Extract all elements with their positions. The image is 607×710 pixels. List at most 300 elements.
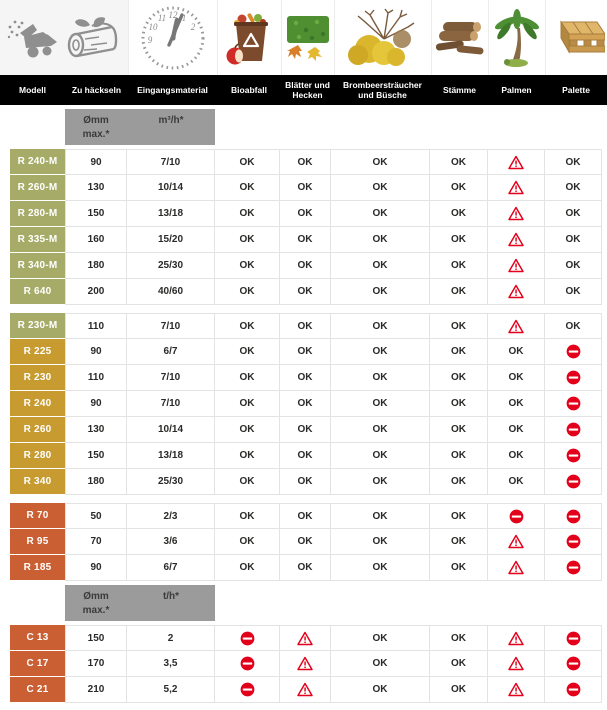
column-header-0 <box>0 75 65 105</box>
icon-header-row <box>0 0 607 75</box>
ok-label: OK <box>239 234 255 245</box>
no-entry-icon <box>566 656 581 671</box>
ok-label: OK <box>372 182 388 193</box>
ok-label: OK <box>372 658 388 669</box>
ok-label: OK <box>451 286 466 297</box>
status-cell-brombeerstraeucher <box>331 625 430 651</box>
status-cell-bioabfall <box>215 365 280 391</box>
throughput-cell <box>127 253 215 279</box>
status-cell-palmen <box>488 227 545 253</box>
warning-triangle-icon <box>508 656 524 671</box>
diameter-value: 170 <box>87 658 105 669</box>
model-group-2 <box>10 503 602 581</box>
status-cell-brombeerstraeucher <box>331 313 430 339</box>
status-cell-brombeerstraeucher <box>331 651 430 677</box>
ok-label: OK <box>451 372 466 383</box>
diameter-cell <box>65 253 127 279</box>
status-cell-staemme <box>430 175 488 201</box>
status-cell-brombeerstraeucher <box>331 253 430 279</box>
diameter-cell <box>65 443 127 469</box>
ok-label: OK <box>372 208 388 219</box>
ok-label: OK <box>451 658 466 669</box>
throughput-value: 7/10 <box>160 398 181 409</box>
model-group-1 <box>10 313 602 495</box>
status-cell-blaetter-hecken <box>280 391 331 417</box>
status-cell-palmen <box>488 443 545 469</box>
table-row <box>10 677 602 703</box>
model-label: R 70 <box>26 510 49 521</box>
column-header-label: Palette <box>562 84 590 95</box>
column-header-label: Brombeersträucher und Büsche <box>343 79 422 100</box>
status-cell-palmen <box>488 651 545 677</box>
model-cell <box>10 503 65 529</box>
ok-label: OK <box>297 536 313 547</box>
table-row <box>10 625 602 651</box>
column-header-8 <box>545 75 607 105</box>
ok-label: OK <box>451 632 466 644</box>
rate-unit-label <box>127 585 215 621</box>
status-cell-palette <box>545 391 602 417</box>
status-cell-bioabfall <box>215 443 280 469</box>
diameter-value: 210 <box>87 684 105 695</box>
throughput-value: 3/6 <box>163 536 178 547</box>
status-cell-palette <box>545 651 602 677</box>
model-cell <box>10 149 65 175</box>
table-row <box>10 253 602 279</box>
table-row <box>10 529 602 555</box>
column-header-2 <box>128 75 217 105</box>
status-cell-palette <box>545 149 602 175</box>
column-header-6 <box>431 75 488 105</box>
status-cell-staemme <box>430 443 488 469</box>
svg-text:9: 9 <box>147 34 153 45</box>
throughput-value: 5,2 <box>163 684 178 695</box>
warning-triangle-icon <box>508 534 524 549</box>
ok-label: OK <box>508 346 524 357</box>
icon-cell-6 <box>431 0 488 75</box>
status-cell-blaetter-hecken <box>280 469 331 495</box>
model-label: R 340-M <box>17 260 58 271</box>
diameter-unit-line2: max.* <box>82 128 110 140</box>
status-cell-staemme <box>430 625 488 651</box>
table-row <box>10 391 602 417</box>
model-label: R 230-M <box>17 320 58 331</box>
throughput-cell <box>127 175 215 201</box>
no-entry-icon <box>566 534 581 549</box>
throughput-cell <box>127 417 215 443</box>
ok-label: OK <box>297 234 313 245</box>
model-cell <box>10 443 65 469</box>
status-cell-palmen <box>488 253 545 279</box>
throughput-cell <box>127 201 215 227</box>
status-cell-brombeerstraeucher <box>331 443 430 469</box>
status-cell-palette <box>545 625 602 651</box>
table-row <box>10 443 602 469</box>
status-cell-palmen <box>488 677 545 703</box>
model-cell <box>10 469 65 495</box>
throughput-cell <box>127 529 215 555</box>
icon-cell-8 <box>545 0 607 75</box>
status-cell-palmen <box>488 625 545 651</box>
model-cell <box>10 677 65 703</box>
diameter-value: 160 <box>87 234 105 245</box>
throughput-cell <box>127 677 215 703</box>
status-cell-palette <box>545 677 602 703</box>
status-cell-staemme <box>430 149 488 175</box>
ok-label: OK <box>297 562 313 573</box>
svg-text:1: 1 <box>181 12 187 23</box>
throughput-value: 13/18 <box>157 208 184 219</box>
diameter-value: 110 <box>87 372 105 383</box>
status-cell-palmen <box>488 313 545 339</box>
table-row <box>10 149 602 175</box>
ok-label: OK <box>451 260 466 271</box>
diameter-cell <box>65 391 127 417</box>
throughput-cell <box>127 469 215 495</box>
ok-label: OK <box>451 536 466 547</box>
status-cell-palmen <box>488 503 545 529</box>
ok-label: OK <box>372 536 388 547</box>
model-label: R 280-M <box>17 208 58 219</box>
model-group-3 <box>10 585 602 703</box>
status-cell-brombeerstraeucher <box>331 149 430 175</box>
ok-label: OK <box>565 182 581 193</box>
status-cell-brombeerstraeucher <box>331 175 430 201</box>
column-header-3 <box>217 75 281 105</box>
diameter-cell <box>65 529 127 555</box>
diameter-value: 180 <box>87 476 105 487</box>
model-cell <box>10 227 65 253</box>
diameter-unit-label <box>65 585 127 621</box>
ok-label: OK <box>565 208 581 219</box>
diameter-cell <box>65 175 127 201</box>
diameter-value: 130 <box>87 182 105 193</box>
table-row <box>10 555 602 581</box>
throughput-cell <box>127 503 215 529</box>
status-cell-palette <box>545 503 602 529</box>
status-cell-staemme <box>430 651 488 677</box>
throughput-value: 25/30 <box>157 476 184 487</box>
ok-label: OK <box>297 182 313 193</box>
icon-cell-7 <box>488 0 545 75</box>
no-entry-icon <box>566 344 581 359</box>
icon-cell-3 <box>217 0 281 75</box>
icon-cell-modell-zu-haeckseln <box>0 0 128 75</box>
model-label: R 240-M <box>17 156 58 167</box>
model-label: R 280 <box>23 450 52 461</box>
ok-label: OK <box>565 234 581 245</box>
status-cell-blaetter-hecken <box>280 201 331 227</box>
ok-label: OK <box>565 320 581 332</box>
ok-label: OK <box>239 562 255 573</box>
model-label: C 17 <box>26 658 49 669</box>
icon-cell-4 <box>281 0 334 75</box>
diameter-cell <box>65 417 127 443</box>
column-header-7 <box>488 75 545 105</box>
model-cell <box>10 313 65 339</box>
model-label: C 21 <box>26 684 49 695</box>
ok-label: OK <box>297 156 313 168</box>
no-entry-icon <box>566 396 581 411</box>
ok-label: OK <box>451 562 466 573</box>
ok-label: OK <box>451 398 466 409</box>
model-cell <box>10 529 65 555</box>
ok-label: OK <box>451 684 466 695</box>
ok-label: OK <box>451 510 466 522</box>
ok-label: OK <box>239 286 255 297</box>
diameter-cell <box>65 279 127 305</box>
status-cell-bioabfall <box>215 175 280 201</box>
diameter-cell <box>65 677 127 703</box>
table-row <box>10 201 602 227</box>
rate-unit-text: m³/h* <box>158 115 184 126</box>
ok-label: OK <box>239 398 255 409</box>
status-cell-staemme <box>430 313 488 339</box>
diameter-value: 180 <box>87 260 105 271</box>
rate-unit-text: t/h* <box>162 591 180 602</box>
diameter-value: 90 <box>90 156 102 168</box>
status-cell-brombeerstraeucher <box>331 227 430 253</box>
model-cell <box>10 339 65 365</box>
units-subheader-row <box>10 585 602 621</box>
throughput-value: 7/10 <box>160 372 181 383</box>
status-cell-palette <box>545 279 602 305</box>
status-cell-blaetter-hecken <box>280 529 331 555</box>
wooden-pallet-icon <box>549 16 605 60</box>
ok-label: OK <box>239 182 255 193</box>
units-subheader-box <box>65 585 215 621</box>
model-cell <box>10 625 65 651</box>
diameter-cell <box>65 201 127 227</box>
status-cell-palette <box>545 201 602 227</box>
status-cell-brombeerstraeucher <box>331 677 430 703</box>
throughput-cell <box>127 625 215 651</box>
table-row <box>10 175 602 201</box>
warning-triangle-icon <box>508 631 524 646</box>
throughput-value: 6/7 <box>163 346 178 357</box>
warning-triangle-icon <box>508 155 524 170</box>
model-label: R 230 <box>23 372 52 383</box>
throughput-value: 10/14 <box>157 424 184 435</box>
status-cell-palette <box>545 529 602 555</box>
status-cell-palette <box>545 417 602 443</box>
diameter-value: 50 <box>90 510 102 522</box>
ok-label: OK <box>372 562 388 573</box>
units-subheader-box <box>65 109 215 145</box>
status-cell-palmen <box>488 149 545 175</box>
diameter-cell <box>65 503 127 529</box>
ok-label: OK <box>297 398 313 409</box>
throughput-cell <box>127 365 215 391</box>
status-cell-staemme <box>430 677 488 703</box>
column-header-label: Bioabfall <box>231 84 267 95</box>
table-row <box>10 365 602 391</box>
warning-triangle-icon <box>508 319 524 334</box>
status-cell-brombeerstraeucher <box>331 365 430 391</box>
throughput-value: 7/10 <box>160 156 181 168</box>
warning-triangle-icon <box>297 631 313 646</box>
tree-trunks-icon <box>433 17 487 59</box>
status-cell-bioabfall <box>215 313 280 339</box>
diameter-unit-line1: Ømm <box>83 115 109 126</box>
model-cell <box>10 391 65 417</box>
model-label: R 240 <box>23 398 52 409</box>
throughput-value: 2 <box>167 632 174 644</box>
ok-label: OK <box>565 156 581 168</box>
status-cell-palmen <box>488 555 545 581</box>
status-cell-palette <box>545 555 602 581</box>
diameter-value: 130 <box>87 424 105 435</box>
status-cell-palmen <box>488 417 545 443</box>
ok-label: OK <box>508 476 524 487</box>
throughput-cell <box>127 313 215 339</box>
no-entry-icon <box>566 370 581 385</box>
status-cell-brombeerstraeucher <box>331 555 430 581</box>
units-subheader-row <box>10 109 602 145</box>
no-entry-icon <box>566 422 581 437</box>
status-cell-palmen <box>488 365 545 391</box>
log-branch-icon <box>64 14 122 62</box>
diameter-value: 150 <box>87 632 105 644</box>
ok-label: OK <box>372 450 388 461</box>
status-cell-staemme <box>430 339 488 365</box>
icon-cell-5 <box>334 0 431 75</box>
status-cell-bioabfall <box>215 339 280 365</box>
status-cell-staemme <box>430 391 488 417</box>
status-cell-blaetter-hecken <box>280 443 331 469</box>
ok-label: OK <box>451 182 466 193</box>
status-cell-palmen <box>488 175 545 201</box>
column-header-label: Eingangsmaterial <box>137 84 208 95</box>
status-cell-palmen <box>488 391 545 417</box>
ok-label: OK <box>297 260 313 271</box>
model-label: R 260-M <box>17 182 58 193</box>
diameter-unit-line2: max.* <box>82 604 110 616</box>
status-cell-bioabfall <box>215 253 280 279</box>
no-entry-icon <box>509 509 524 524</box>
bramble-bush-icon <box>342 7 424 69</box>
status-cell-blaetter-hecken <box>280 417 331 443</box>
ok-label: OK <box>239 476 255 487</box>
warning-triangle-icon <box>508 682 524 697</box>
column-header-4 <box>281 75 334 105</box>
ok-label: OK <box>239 346 255 357</box>
model-cell <box>10 279 65 305</box>
no-entry-icon <box>240 682 255 697</box>
ok-label: OK <box>508 372 524 383</box>
status-cell-palmen <box>488 469 545 495</box>
throughput-value: 2/3 <box>163 510 178 522</box>
ok-label: OK <box>239 208 255 219</box>
throughput-cell <box>127 391 215 417</box>
diameter-cell <box>65 651 127 677</box>
ok-label: OK <box>508 398 524 409</box>
throughput-cell <box>127 651 215 677</box>
model-cell <box>10 201 65 227</box>
diameter-unit-label <box>65 109 127 145</box>
diameter-cell <box>65 227 127 253</box>
no-entry-icon <box>566 682 581 697</box>
ok-label: OK <box>372 286 388 297</box>
no-entry-icon <box>566 631 581 646</box>
status-cell-palette <box>545 469 602 495</box>
diameter-cell <box>65 365 127 391</box>
ok-label: OK <box>565 286 581 297</box>
ok-label: OK <box>297 372 313 383</box>
status-cell-palette <box>545 365 602 391</box>
diameter-value: 200 <box>87 286 105 297</box>
ok-label: OK <box>372 476 388 487</box>
diameter-value: 70 <box>90 536 102 547</box>
status-cell-blaetter-hecken <box>280 227 331 253</box>
model-cell <box>10 365 65 391</box>
table-row <box>10 279 602 305</box>
status-cell-staemme <box>430 417 488 443</box>
ok-label: OK <box>372 398 388 409</box>
throughput-cell <box>127 339 215 365</box>
ok-label: OK <box>372 632 388 644</box>
no-entry-icon <box>566 448 581 463</box>
no-entry-icon <box>566 509 581 524</box>
model-cell <box>10 417 65 443</box>
column-header-label: Stämme <box>442 84 477 95</box>
throughput-value: 3,5 <box>163 658 178 669</box>
leaves-hedge-icon <box>284 11 332 65</box>
model-label: R 640 <box>23 286 52 297</box>
status-cell-staemme <box>430 201 488 227</box>
status-cell-bioabfall <box>215 529 280 555</box>
status-cell-blaetter-hecken <box>280 555 331 581</box>
svg-text:10: 10 <box>148 21 158 32</box>
icon-cell-2 <box>128 0 217 75</box>
ok-label: OK <box>372 156 388 168</box>
svg-text:12: 12 <box>168 9 178 20</box>
status-cell-blaetter-hecken <box>280 313 331 339</box>
status-cell-blaetter-hecken <box>280 651 331 677</box>
status-cell-palette <box>545 175 602 201</box>
ok-label: OK <box>297 424 313 435</box>
status-cell-brombeerstraeucher <box>331 201 430 227</box>
status-cell-bioabfall <box>215 625 280 651</box>
status-cell-staemme <box>430 253 488 279</box>
model-label: R 340 <box>23 476 52 487</box>
status-cell-palette <box>545 227 602 253</box>
status-cell-brombeerstraeucher <box>331 417 430 443</box>
table-row <box>10 227 602 253</box>
throughput-value: 13/18 <box>157 450 184 461</box>
ok-label: OK <box>451 424 466 435</box>
diameter-cell <box>65 469 127 495</box>
ok-label: OK <box>239 510 255 522</box>
diameter-value: 150 <box>87 450 105 461</box>
table-row <box>10 469 602 495</box>
status-cell-bioabfall <box>215 391 280 417</box>
ok-label: OK <box>372 234 388 245</box>
throughput-value: 7/10 <box>160 320 181 332</box>
status-cell-brombeerstraeucher <box>331 529 430 555</box>
table-row <box>10 417 602 443</box>
status-cell-bioabfall <box>215 149 280 175</box>
table-body <box>10 109 602 703</box>
diameter-value: 110 <box>87 320 105 332</box>
status-cell-blaetter-hecken <box>280 503 331 529</box>
status-cell-staemme <box>430 555 488 581</box>
chipper-machine-icon <box>6 15 58 61</box>
ok-label: OK <box>451 320 466 332</box>
status-cell-palette <box>545 313 602 339</box>
table-row <box>10 313 602 339</box>
status-cell-blaetter-hecken <box>280 365 331 391</box>
